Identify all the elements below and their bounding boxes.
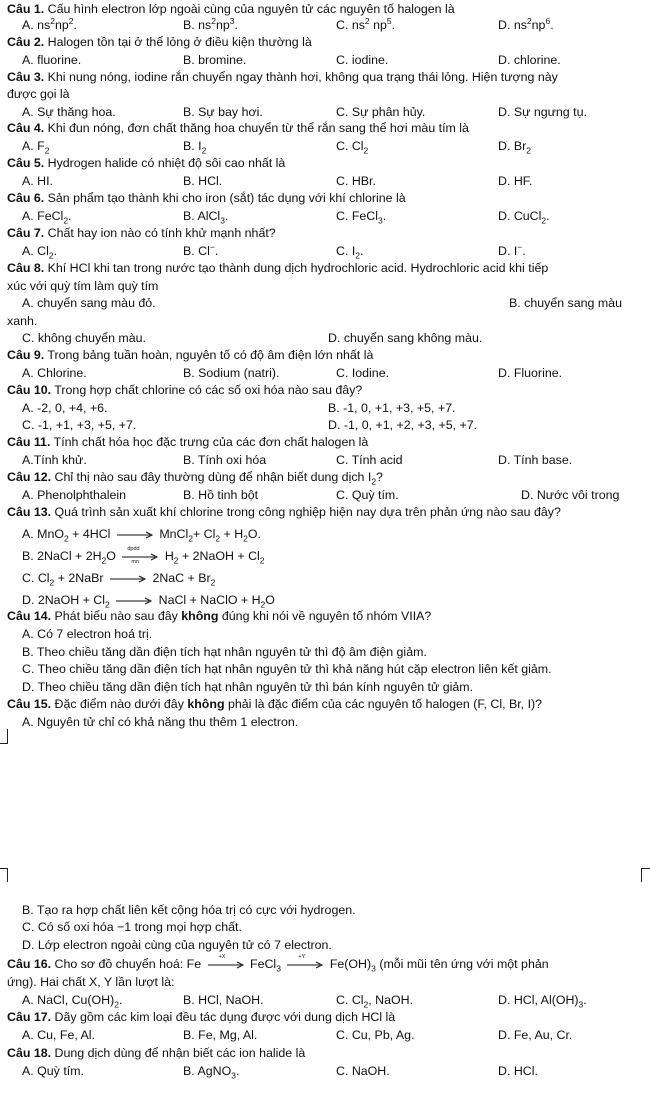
arrow-icon: +Y <box>286 959 324 971</box>
option-d[interactable]: D. chlorine. <box>498 53 561 67</box>
option-d[interactable]: D. chuyển sang không màu. <box>328 331 483 345</box>
option-a[interactable]: A. HI. <box>22 174 53 188</box>
arrow-icon <box>109 573 147 585</box>
question-7: Câu 7. Chất hay ion nào có tính khử mạnh nhất? <box>7 226 276 240</box>
option-c[interactable]: C. -1, +1, +3, +5, +7. <box>22 418 137 432</box>
option-a[interactable]: A. Chlorine. <box>22 366 87 380</box>
question-14: Câu 14. Phát biểu nào sau đây không đúng khi nói về nguyên tố nhóm VIIA? <box>7 609 432 623</box>
question-17: Câu 17. Dãy gồm các kim loại đều tác dụng được với dung dịch HCl là <box>7 1010 396 1024</box>
option-b[interactable]: B. Cl−. <box>183 241 219 258</box>
option-b[interactable]: B. Tạo ra hợp chất liên kết cộng hóa trị có cực với hydrogen. <box>22 903 356 917</box>
question-8: Câu 8. Khí HCl khi tan trong nước tạo thành dung dịch hydrochloric acid. Hydrochloric acid khi tiếp <box>7 261 549 275</box>
page-edge-mark <box>7 868 8 882</box>
option-c[interactable]: C. $Cl_2$ <box>336 139 369 156</box>
arrow-icon: +X <box>207 959 245 971</box>
page-edge-mark <box>641 868 642 882</box>
option-c[interactable]: C. $ns^2$ $np^5$. <box>336 15 396 32</box>
question-text: Cấu hình electron lớp ngoài cùng của nguyên tử các nguyên tố halogen là <box>44 2 455 16</box>
option-d[interactable]: D. 2NaOH + $Cl_2$ NaCl + NaClO + $H_2O$ <box>22 593 275 610</box>
option-c[interactable]: C. HBr. <box>336 174 376 188</box>
option-d[interactable]: D. CuCl$_2$. <box>498 209 550 226</box>
option-d[interactable]: D. HCl. <box>498 1064 538 1078</box>
option-c[interactable]: C. Quỳ tím. <box>336 488 399 502</box>
option-a[interactable]: A. Sự thăng hoa. <box>22 105 116 119</box>
question-15: Câu 15. Đặc điểm nào dưới đây không phải là đặc điểm của các nguyên tố halogen (F, Cl, Br, I)? <box>7 697 543 711</box>
arrow-icon <box>116 529 154 541</box>
option-c[interactable]: C. $Cl_2$, NaOH. <box>336 993 414 1010</box>
option-c[interactable]: C. Sự phân hủy. <box>336 105 426 119</box>
page-edge-mark <box>7 729 8 743</box>
option-c[interactable]: C. iodine. <box>336 53 389 67</box>
option-a[interactable]: A. Nguyên tử chỉ có khả năng thu thêm 1 electron. <box>22 715 299 729</box>
option-c[interactable]: C. Có số oxi hóa −1 trong mọi hợp chất. <box>22 920 242 934</box>
option-d[interactable]: D. Lớp electron ngoài cùng của nguyên tử có 7 electron. <box>22 938 332 952</box>
option-c[interactable]: C. Theo chiều tăng dần điện tích hạt nhân nguyên tử thì khả năng hút cặp electron liên kết giảm. <box>22 662 552 676</box>
question-4: Câu 4. Khi đun nóng, đơn chất thăng hoa chuyển từ thể rắn sang thể hơi màu tím là <box>7 121 469 135</box>
option-d[interactable]: D. Fluorine. <box>498 366 563 380</box>
option-b[interactable]: B. AlCl$_3$. <box>183 209 229 226</box>
option-c[interactable]: C. NaOH. <box>336 1064 390 1078</box>
option-c[interactable]: C. Cu, Pb, Ag. <box>336 1028 415 1042</box>
option-a[interactable]: A. $Cl_2$. <box>22 244 58 261</box>
question-number: Câu 1. <box>7 2 45 16</box>
option-c[interactable]: C. FeCl$_3$. <box>336 209 387 226</box>
option-d[interactable]: D. I−. <box>498 241 526 258</box>
option-b[interactable]: B. -1, 0, +1, +3, +5, +7. <box>328 401 456 415</box>
arrow-icon: dpdd mn <box>121 551 159 563</box>
question-13: Câu 13. Quá trình sản xuất khí chlorine trong công nghiệp hiện nay dựa trên phản ứng nào sau đây? <box>7 505 561 519</box>
question-9: Câu 9. Trong bảng tuần hoàn, nguyên tố có độ âm điện lớn nhất là <box>7 348 374 362</box>
question-12: Câu 12. Chỉ thị nào sau đây thường dùng để nhận biết dung dịch $I_2$? <box>7 470 383 487</box>
question-10: Câu 10. Trong hợp chất chlorine có các số oxi hóa nào sau đây? <box>7 383 363 397</box>
option-b[interactable]: B. Sodium (natri). <box>183 366 280 380</box>
option-d[interactable]: D. $ns^2np^6$. <box>498 15 554 32</box>
question-6: Câu 6. Sản phẩm tạo thành khi cho iron (sắt) tác dụng với khí chlorine là <box>7 191 406 205</box>
option-a[interactable]: A. chuyển sang màu đỏ. <box>22 296 156 310</box>
option-b[interactable]: B. $I_2$ <box>183 139 207 156</box>
page-edge-mark <box>0 743 8 744</box>
option-c[interactable]: C. không chuyển màu. <box>22 331 146 345</box>
option-d[interactable]: D. Tính base. <box>498 453 573 467</box>
question-5: Câu 5. Hydrogen halide có nhiệt độ sôi cao nhất là <box>7 156 286 170</box>
option-d[interactable]: D. -1, 0, +1, +2, +3, +5, +7. <box>328 418 478 432</box>
question-text-cont: ứng). Hai chất X, Y lần lượt là: <box>7 975 175 989</box>
option-d[interactable]: D. HCl, $Al(OH)_3$. <box>498 993 587 1010</box>
option-c[interactable]: C. $I_2$. <box>336 244 364 261</box>
option-a[interactable]: A. NaCl, $Cu(OH)_2$. <box>22 993 123 1010</box>
question-1 <box>7 2 650 18</box>
question-18: Câu 18. Dung dịch dùng để nhận biết các ion halide là <box>7 1046 306 1060</box>
option-a[interactable]: A. Có 7 electron hoá trị. <box>22 627 153 641</box>
option-b[interactable]: B. Sự bay hơi. <box>183 105 263 119</box>
option-b[interactable]: B. Fe, Mg, Al. <box>183 1028 258 1042</box>
option-a[interactable]: A. $F_2$ <box>22 139 50 156</box>
option-b[interactable]: B. chuyển sang màu <box>509 296 622 310</box>
option-d[interactable]: D. HF. <box>498 174 533 188</box>
option-a[interactable]: A. fluorine. <box>22 53 82 67</box>
option-b[interactable]: B. bromine. <box>183 53 247 67</box>
option-b[interactable]: B. HCl. <box>183 174 223 188</box>
question-11: Câu 11. Tính chất hóa học đặc trưng của các đơn chất halogen là <box>7 435 369 449</box>
option-a[interactable]: A. Quỳ tím. <box>22 1064 84 1078</box>
option-a[interactable]: A.Tính khử. <box>22 453 87 467</box>
page-edge-mark <box>642 868 650 869</box>
option-b[interactable]: B. Tính oxi hóa <box>183 453 267 467</box>
option-d[interactable]: D. $Br_2$ <box>498 139 531 156</box>
option-b[interactable]: B. $ns^2np^3$. <box>183 15 238 32</box>
option-c[interactable]: C. Tính acid <box>336 453 403 467</box>
option-a[interactable]: A. MnO$_2$ + 4HCl MnCl$_2$+ $Cl_2 + H_2O$. <box>22 527 261 544</box>
option-c[interactable]: C. Iodine. <box>336 366 390 380</box>
question-3: Câu 3. Khi nung nóng, iodine rắn chuyển ngay thành hơi, không qua trạng thái lỏng. Hiện tượng này <box>7 70 558 84</box>
option-b[interactable]: B. HCl, NaOH. <box>183 993 264 1007</box>
question-text-cont: xúc với quỳ tím làm quỳ tím <box>7 279 159 293</box>
option-b[interactable]: B. Theo chiều tăng dần điện tích hạt nhân nguyên tử thì độ âm điện giảm. <box>22 645 427 659</box>
option-b[interactable]: B. Hồ tinh bột <box>183 488 259 502</box>
question-16: Câu 16. Cho sơ đồ chuyển hoá: Fe +X FeCl$_3$ +Y $Fe(OH)_3$ (mỗi mũi tên ứng với một phản <box>7 953 549 974</box>
option-d[interactable]: D. Theo chiều tăng dần điện tích hạt nhân nguyên tử thì bán kính nguyên tử giảm. <box>22 680 474 694</box>
option-a[interactable]: A. Cu, Fe, Al. <box>22 1028 95 1042</box>
option-b[interactable]: B. AgNO$_3$. <box>183 1064 240 1081</box>
arrow-icon <box>115 595 153 607</box>
option-a[interactable]: A. $ns^2np^2$. <box>22 15 77 32</box>
option-a[interactable]: A. FeCl$_2$. <box>22 209 72 226</box>
question-text-cont: được gọi là <box>7 87 70 101</box>
option-a[interactable]: A. -2, 0, +4, +6. <box>22 401 108 415</box>
option-c[interactable]: C. $Cl_2$ + 2NaBr $2NaC + Br_2$ <box>22 571 216 588</box>
option-b[interactable]: B. 2NaCl + $2H_2O$ dpdd mn $H_2$ + 2NaOH + $Cl_2$ <box>22 545 265 566</box>
option-b-cont: xanh. <box>7 314 38 328</box>
option-d[interactable]: D. Sự ngưng tụ. <box>498 105 587 119</box>
option-d[interactable]: D. Nước vôi trong <box>521 488 620 502</box>
option-d[interactable]: D. Fe, Au, Cr. <box>498 1028 573 1042</box>
option-a[interactable]: A. Phenolphthalein <box>22 488 127 502</box>
question-2: Câu 2. Halogen tồn tại ở thể lỏng ở điều kiện thường là <box>7 35 312 49</box>
